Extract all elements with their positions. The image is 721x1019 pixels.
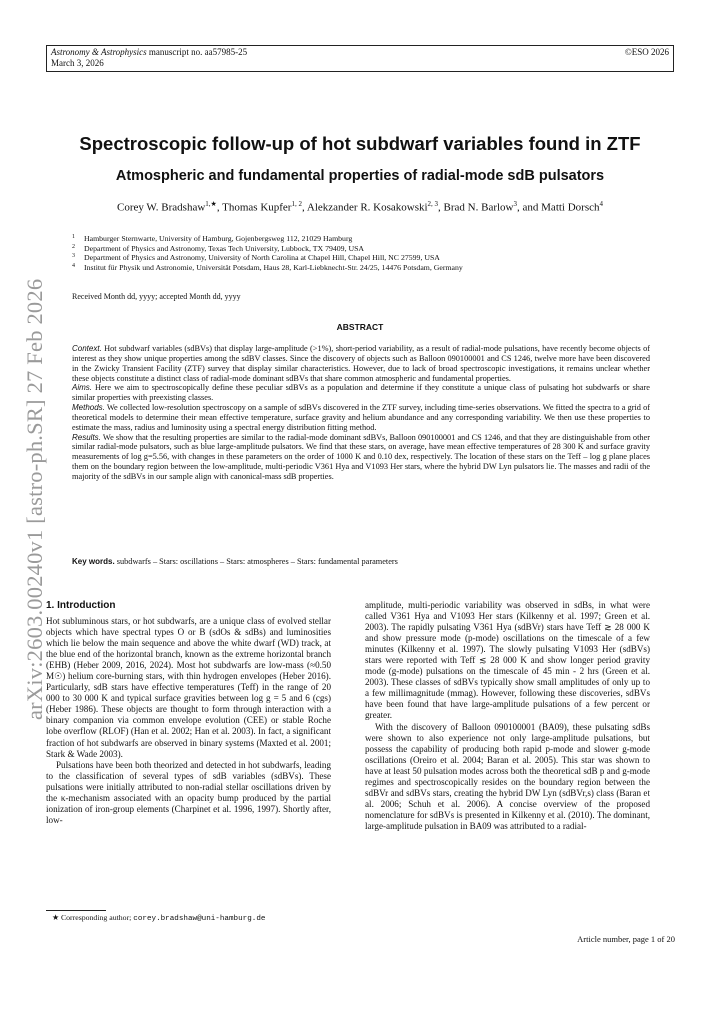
intro-paragraph-2-continued: amplitude, multi-periodic variability was observed in sdBs, in what were called V361 Hya and V1093 Her stars (Kilkenny et al. 1997; Green et al. 2003). The rapidly pulsating V361 Hya (sdBVr) stars have Teff ≳ 28 000 K and show pressure mode (p-mode) oscillations on the timescale of a few minutes (Kilkenny et al. 1997). The slowly pulsating V1093 Her (sdBVs) stars were reported with Teff ≲ 28 000 K and show longer period gravity mode (g-mode) pulsations on the timescale of 45 min - 2 hrs (Green et al. 2003). These classes of sdBVs typically show small amplitudes of only up to a few millimagnitude (mmag). However, following these discoveries, sdBVs have been found that have large-amplitude pulsations of a few percent or greater.: [365, 600, 650, 721]
context-label: Context.: [72, 344, 102, 353]
abstract-aims: [72, 383, 650, 403]
methods-label: Methods.: [72, 403, 105, 413]
copyright: ©ESO 2026: [624, 47, 669, 57]
affiliation-list: [72, 234, 672, 272]
left-column: [46, 600, 331, 826]
author-affiliation-mark: 2, 3: [427, 200, 439, 208]
affiliation-number: 2: [72, 243, 75, 250]
affiliation-item: [72, 263, 672, 273]
manuscript-number: manuscript no. aa57985-25: [148, 47, 248, 57]
results-label: Results.: [72, 432, 101, 442]
section-heading-introduction: 1. Introduction: [46, 600, 116, 611]
aims-label: Aims.: [72, 383, 92, 393]
paper-subtitle: Atmospheric and fundamental properties of radial-mode sdB pulsators: [115, 168, 605, 184]
intro-paragraph-1: Hot subluminous stars, or hot subdwarfs, are a unique class of evolved stellar objects which have spectral types O or B (sdOs & sdBs) and luminosities which lie below the main sequence and above the white dwarf (WD) track, at the blue end of the horizontal branch, known as the extreme horizontal branch (EHB) (Heber 2009, 2016, 2024). Most hot subdwarfs are low-mass (≈0.50 M☉) helium core-burning stars, with thin hydrogen envelopes (Heber 2016). Particularly, sdB stars have effective temperatures (Teff) in the range of 20 000 to 30 000 K and typical surface gravities between log g = 5 and 6 (cgs) (Heber 1986). These objects are thought to form through interaction with a binary companion via common envelope evolution (CEE) or stable Roche lobe overflow (RLOF) (Han et al. 2002; Han et al. 2003). In fact, a significant fraction of hot subdwarfs are observed in binary systems (Maxted et al. 2001; Stark & Wade 2003).: [46, 616, 331, 759]
arxiv-identifier: arXiv:2603.00240v1 [astro-ph.SR] 27 Feb 2026: [22, 278, 47, 720]
footnote: [52, 913, 265, 924]
affiliation-number: 4: [72, 262, 75, 269]
affiliation-number: 1: [72, 234, 75, 240]
author-affiliation-mark: 4: [599, 200, 604, 208]
affiliation-text: Department of Physics and Astronomy, Texas Tech University, Lubbock, TX 79409, USA: [84, 243, 365, 253]
abstract-results: [72, 433, 650, 482]
affiliation-item: [72, 234, 672, 244]
keywords-text: subdwarfs – Stars: oscillations – Stars: atmospheres – Stars: fundamental parameters: [116, 557, 398, 566]
header-left: [51, 47, 247, 69]
abstract-body: [72, 344, 650, 482]
author-affiliation-mark: 1,★: [205, 200, 217, 208]
received-line: Received Month dd, yyyy; accepted Month dd, yyyy: [72, 292, 241, 301]
arxiv-sidebar: [18, 260, 47, 720]
context-text: Hot subdwarf variables (sdBVs) that display large-amplitude (>1%), short-period variability, as a result of radial-mode pulsations, have recently become objects of interest as they show unique properties among the sdBV classes. Since the discovery of objects such as Balloon 090100001 and CS 1246, twelve more have been discovered in the Zwicky Transient Facility (ZTF) survey that display similar characteristics. However, due to lack of broad spectroscopic investigations, it remains unclear whether these objects constitute a distinct class of radial-mode dominant sdBVs that share common atmospheric and fundamental properties.: [72, 344, 650, 383]
author-name: Alekzander R. Kosakowski: [306, 201, 428, 214]
author-affiliation-mark: 1, 2: [291, 200, 302, 208]
affiliation-text: Department of Physics and Astronomy, University of North Carolina at Chapel Hill, Chapel Hill, NC 27599, USA: [84, 253, 440, 263]
footnote-text: Corresponding author;: [60, 913, 134, 922]
abstract-methods: [72, 403, 650, 433]
intro-paragraph-2: Pulsations have been both theorized and detected in hot subdwarfs, leading to the classification of several types of sdB variables (sdBVs). These pulsations were initially attributed to non-radial stellar oscillations driven by the κ-mechanism associated with an opacity bump produced by the partial ionization of iron-group elements (Charpinet et al. 1996, 1997). Shortly after, low-: [46, 759, 331, 825]
author-affiliation-mark: 3: [513, 200, 518, 208]
author-name: Thomas Kupfer: [222, 201, 292, 214]
affiliation-item: [72, 253, 672, 263]
footnote-mark: ★: [52, 913, 59, 922]
abstract-context: [72, 344, 650, 383]
affiliation-item: [72, 244, 672, 254]
manuscript-header: [46, 45, 674, 72]
author-email-link[interactable]: corey.bradshaw@uni-hamburg.de: [133, 915, 266, 923]
affiliation-text: Institut für Physik und Astronomie, Universität Potsdam, Haus 28, Karl-Liebknecht-Str. 24/25, 14476 Potsdam, Germany: [84, 262, 463, 272]
journal-name: Astronomy & Astrophysics: [51, 47, 147, 57]
affiliation-text: Hamburger Sternwarte, University of Hamburg, Gojenbergsweg 112, 21029 Hamburg: [84, 234, 353, 243]
affiliation-number: 3: [72, 253, 75, 260]
keywords-label: Key words.: [72, 557, 115, 566]
footnote-rule: [46, 910, 106, 911]
aims-text: Here we aim to spectroscopically define these peculiar sdBVs as a population and determine if they constitute a unique class of pulsating hot subdwarfs or share similar properties with preexisting classes.: [72, 383, 650, 403]
author-name: Matti Dorsch: [541, 201, 600, 214]
author-list: Corey W. Bradshaw$^{1,★}$, Thomas Kupfer$^{1, 2}$, Alekzander R. Kosakowski$^{2, 3}$, Brad N. Barlow$^3$, and Matti Dorsch$^4$: [116, 200, 604, 214]
results-text: We show that the resulting properties are similar to the radial-mode dominant sdBVs, Balloon 090100001 and CS 1246, and that they are distinguishable from other similar radial-mode pulsators, such as blue large-amplitude pulsators. We find that these stars, on average, have mean effective temperatures of 28 300 K and surface gravity measurements of log g=5.56, with changes in these parameters on the order of 1000 K and 0.10 dex, respectively. The location of these stars on the Teff – log g plane places them on the boundary region between the low-amplitude, multi-periodic V361 Hya and V1093 Her stars, where the hybrid DW Lyn pulsators lie. The masses and radii of the majority of the sdBVs in our sample align with canonical-mass sdB properties.: [72, 432, 650, 481]
page-number: Article number, page 1 of 20: [577, 934, 675, 944]
author-name: Brad N. Barlow: [443, 201, 514, 214]
manuscript-date: March 3, 2026: [51, 58, 104, 68]
right-column: [365, 600, 650, 832]
author-name: Corey W. Bradshaw: [116, 201, 206, 214]
abstract-heading: ABSTRACT: [336, 322, 384, 332]
keywords: [72, 557, 650, 567]
paper-title: Spectroscopic follow-up of hot subdwarf variables found in ZTF: [79, 133, 641, 154]
intro-paragraph-3: With the discovery of Balloon 090100001 (BA09), these pulsating sdBs were shown to also experience not only large-amplitude pulsations, but possess the capability of producing both rapid p-mode and slower g-mode oscillations (Oreiro et al. 2004; Baran et al. 2005). This star was shown to have at least 50 pulsation modes across both the theoretical sdB p and g-mode regimes and spectroscopically resides on the boundary region between the sdBVr and sdBVs stars, creating the hybrid DW Lyn (sdBVr,s) class (Baran et al. 2006; Schuh et al. 2006). A concise overview of the proposed nomenclature for sdBVs is presented in Kilkenny et al. (2010). The dominant, large-amplitude pulsation in BA09 was attributed to a radial-: [365, 721, 650, 831]
methods-text: We collected low-resolution spectroscopy on a sample of sdBVs discovered in the ZTF survey, including time-series observations. We fitted the spectra to a grid of theoretical models to determine their mean effective temperature, surface gravity and helium abundance and any corresponding variability. We then use these properties to estimate the mass, radius and luminosity using a spectral energy distribution fitting method.: [72, 403, 650, 432]
